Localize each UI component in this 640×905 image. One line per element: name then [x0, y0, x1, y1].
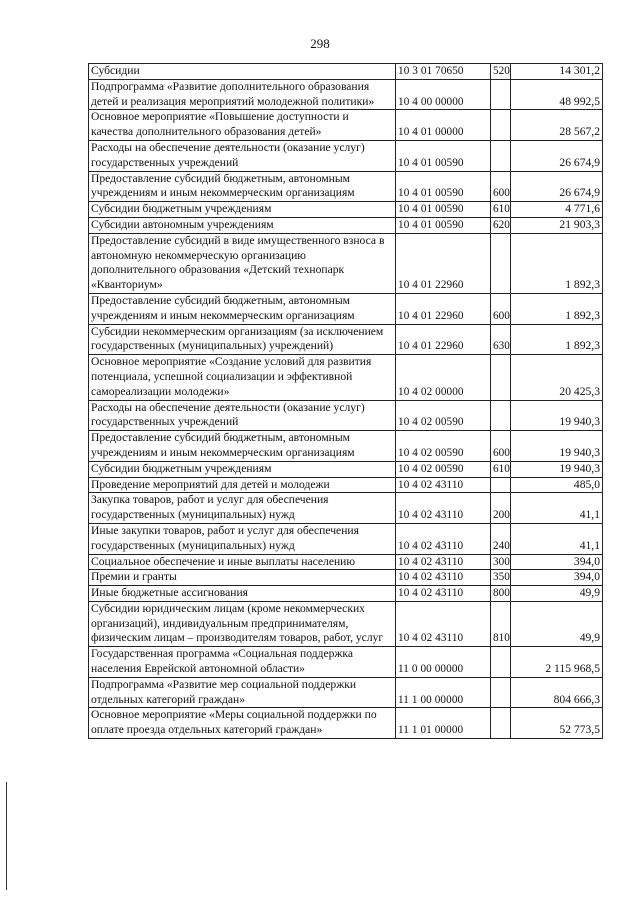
row-code-cell: 10 4 01 00590: [396, 171, 491, 202]
table-row: [89, 570, 603, 586]
budget-table-body: [89, 64, 603, 739]
table-row: [89, 647, 603, 678]
table-row: [89, 431, 603, 462]
table-row: [89, 586, 603, 602]
row-amount-cell: 1 892,3: [511, 293, 603, 324]
table-row: [89, 355, 603, 400]
row-name-cell: Основное мероприятие «Меры социальной поддержки по оплате проезда отдельных категорий граждан»: [89, 708, 396, 739]
row-amount-cell: 52 773,5: [511, 708, 603, 739]
row-code-cell: 10 4 01 22960: [396, 293, 491, 324]
row-expense-type-cell: [491, 355, 511, 400]
table-row: [89, 677, 603, 708]
row-name-cell: Субсидии бюджетным учреждениям: [89, 461, 396, 477]
row-name-cell: Расходы на обеспечение деятельности (оказание услуг) государственных учреждений: [89, 140, 396, 171]
table-row: [89, 461, 603, 477]
row-name-cell: Социальное обеспечение и иные выплаты населению: [89, 554, 396, 570]
row-amount-cell: 26 674,9: [511, 171, 603, 202]
table-row: [89, 233, 603, 293]
row-expense-type-cell: 620: [491, 217, 511, 233]
row-code-cell: 10 4 02 43110: [396, 570, 491, 586]
row-name-cell: Расходы на обеспечение деятельности (оказание услуг) государственных учреждений: [89, 400, 396, 431]
row-expense-type-cell: [491, 110, 511, 141]
row-expense-type-cell: 810: [491, 601, 511, 646]
row-expense-type-cell: 600: [491, 431, 511, 462]
page-number: 298: [310, 36, 330, 51]
margin-line: [6, 782, 7, 890]
row-name-cell: Подпрограмма «Развитие мер социальной поддержки отдельных категорий граждан»: [89, 677, 396, 708]
table-row: [89, 110, 603, 141]
row-expense-type-cell: [491, 708, 511, 739]
row-expense-type-cell: [491, 233, 511, 293]
table-row: [89, 202, 603, 218]
row-amount-cell: 26 674,9: [511, 140, 603, 171]
table-row: [89, 79, 603, 110]
row-expense-type-cell: 350: [491, 570, 511, 586]
table-row: [89, 217, 603, 233]
row-expense-type-cell: [491, 677, 511, 708]
row-expense-type-cell: 630: [491, 324, 511, 355]
row-expense-type-cell: 800: [491, 586, 511, 602]
row-name-cell: Предоставление субсидий бюджетным, автономным учреждениям и иным некоммерческим организациям: [89, 171, 396, 202]
row-name-cell: Субсидии: [89, 64, 396, 80]
row-name-cell: Государственная программа «Социальная поддержка населения Еврейской автономной области»: [89, 647, 396, 678]
row-amount-cell: 49,9: [511, 601, 603, 646]
row-code-cell: 10 4 01 00590: [396, 140, 491, 171]
row-name-cell: Предоставление субсидий бюджетным, автономным учреждениям и иным некоммерческим организациям: [89, 293, 396, 324]
row-code-cell: 10 4 01 22960: [396, 233, 491, 293]
row-amount-cell: 19 940,3: [511, 431, 603, 462]
row-code-cell: 10 4 02 43110: [396, 554, 491, 570]
row-amount-cell: 1 892,3: [511, 233, 603, 293]
table-row: [89, 324, 603, 355]
row-name-cell: Предоставление субсидий бюджетным, автономным учреждениям и иным некоммерческим организациям: [89, 431, 396, 462]
table-row: [89, 554, 603, 570]
row-amount-cell: 14 301,2: [511, 64, 603, 80]
row-name-cell: Субсидии юридическим лицам (кроме некоммерческих организаций), индивидуальным предпринимателям, физическим лицам – производителям товаров, работ, услуг: [89, 601, 396, 646]
row-name-cell: Предоставление субсидий в виде имущественного взноса в автономную некоммерческую организацию дополнительного образования «Детский технопарк «Кванториум»: [89, 233, 396, 293]
row-amount-cell: 4 771,6: [511, 202, 603, 218]
table-row: [89, 523, 603, 554]
row-code-cell: 10 4 02 00590: [396, 400, 491, 431]
table-row: [89, 477, 603, 493]
row-name-cell: Иные бюджетные ассигнования: [89, 586, 396, 602]
row-amount-cell: 48 992,5: [511, 79, 603, 110]
row-name-cell: Субсидии бюджетным учреждениям: [89, 202, 396, 218]
row-code-cell: 11 0 00 00000: [396, 647, 491, 678]
row-amount-cell: 19 940,3: [511, 400, 603, 431]
row-amount-cell: 2 115 968,5: [511, 647, 603, 678]
row-amount-cell: 41,1: [511, 523, 603, 554]
table-row: [89, 64, 603, 80]
row-expense-type-cell: 240: [491, 523, 511, 554]
table-row: [89, 708, 603, 739]
row-expense-type-cell: 610: [491, 461, 511, 477]
table-row: [89, 400, 603, 431]
row-name-cell: Закупка товаров, работ и услуг для обеспечения государственных (муниципальных) нужд: [89, 493, 396, 524]
row-name-cell: Премии и гранты: [89, 570, 396, 586]
row-code-cell: 10 4 01 00590: [396, 202, 491, 218]
row-code-cell: 11 1 00 00000: [396, 677, 491, 708]
row-expense-type-cell: 600: [491, 171, 511, 202]
row-expense-type-cell: [491, 400, 511, 431]
row-code-cell: 10 3 01 70650: [396, 64, 491, 80]
row-amount-cell: 19 940,3: [511, 461, 603, 477]
row-amount-cell: 804 666,3: [511, 677, 603, 708]
table-row: [89, 601, 603, 646]
row-expense-type-cell: [491, 647, 511, 678]
row-name-cell: Основное мероприятие «Создание условий для развития потенциала, успешной социализации и эффективной самореализации молодежи»: [89, 355, 396, 400]
row-name-cell: Иные закупки товаров, работ и услуг для обеспечения государственных (муниципальных) нужд: [89, 523, 396, 554]
row-name-cell: Проведение мероприятий для детей и молодежи: [89, 477, 396, 493]
row-amount-cell: 28 567,2: [511, 110, 603, 141]
table-row: [89, 171, 603, 202]
row-name-cell: Субсидии некоммерческим организациям (за исключением государственных (муниципальных) учреждений): [89, 324, 396, 355]
row-amount-cell: 1 892,3: [511, 324, 603, 355]
table-row: [89, 140, 603, 171]
row-name-cell: Субсидии автономным учреждениям: [89, 217, 396, 233]
row-amount-cell: 21 903,3: [511, 217, 603, 233]
row-expense-type-cell: 610: [491, 202, 511, 218]
row-code-cell: 10 4 02 00000: [396, 355, 491, 400]
row-code-cell: 10 4 02 00590: [396, 461, 491, 477]
row-expense-type-cell: [491, 140, 511, 171]
row-code-cell: 10 4 01 00590: [396, 217, 491, 233]
row-expense-type-cell: [491, 477, 511, 493]
row-expense-type-cell: 300: [491, 554, 511, 570]
row-code-cell: 10 4 02 43110: [396, 523, 491, 554]
budget-table: [88, 63, 603, 739]
row-code-cell: 10 4 02 43110: [396, 601, 491, 646]
table-row: [89, 493, 603, 524]
row-amount-cell: 20 425,3: [511, 355, 603, 400]
row-code-cell: 10 4 01 22960: [396, 324, 491, 355]
row-amount-cell: 394,0: [511, 570, 603, 586]
row-name-cell: Подпрограмма «Развитие дополнительного образования детей и реализация мероприятий молодежной политики»: [89, 79, 396, 110]
row-code-cell: 11 1 01 00000: [396, 708, 491, 739]
row-code-cell: 10 4 02 43110: [396, 586, 491, 602]
row-expense-type-cell: 520: [491, 64, 511, 80]
row-expense-type-cell: 600: [491, 293, 511, 324]
row-amount-cell: 49,9: [511, 586, 603, 602]
row-amount-cell: 485,0: [511, 477, 603, 493]
row-amount-cell: 41,1: [511, 493, 603, 524]
table-row: [89, 293, 603, 324]
row-expense-type-cell: 200: [491, 493, 511, 524]
row-code-cell: 10 4 02 43110: [396, 477, 491, 493]
row-code-cell: 10 4 01 00000: [396, 110, 491, 141]
row-amount-cell: 394,0: [511, 554, 603, 570]
row-expense-type-cell: [491, 79, 511, 110]
row-name-cell: Основное мероприятие «Повышение доступности и качества дополнительного образования детей»: [89, 110, 396, 141]
row-code-cell: 10 4 02 00590: [396, 431, 491, 462]
row-code-cell: 10 4 02 43110: [396, 493, 491, 524]
row-code-cell: 10 4 00 00000: [396, 79, 491, 110]
